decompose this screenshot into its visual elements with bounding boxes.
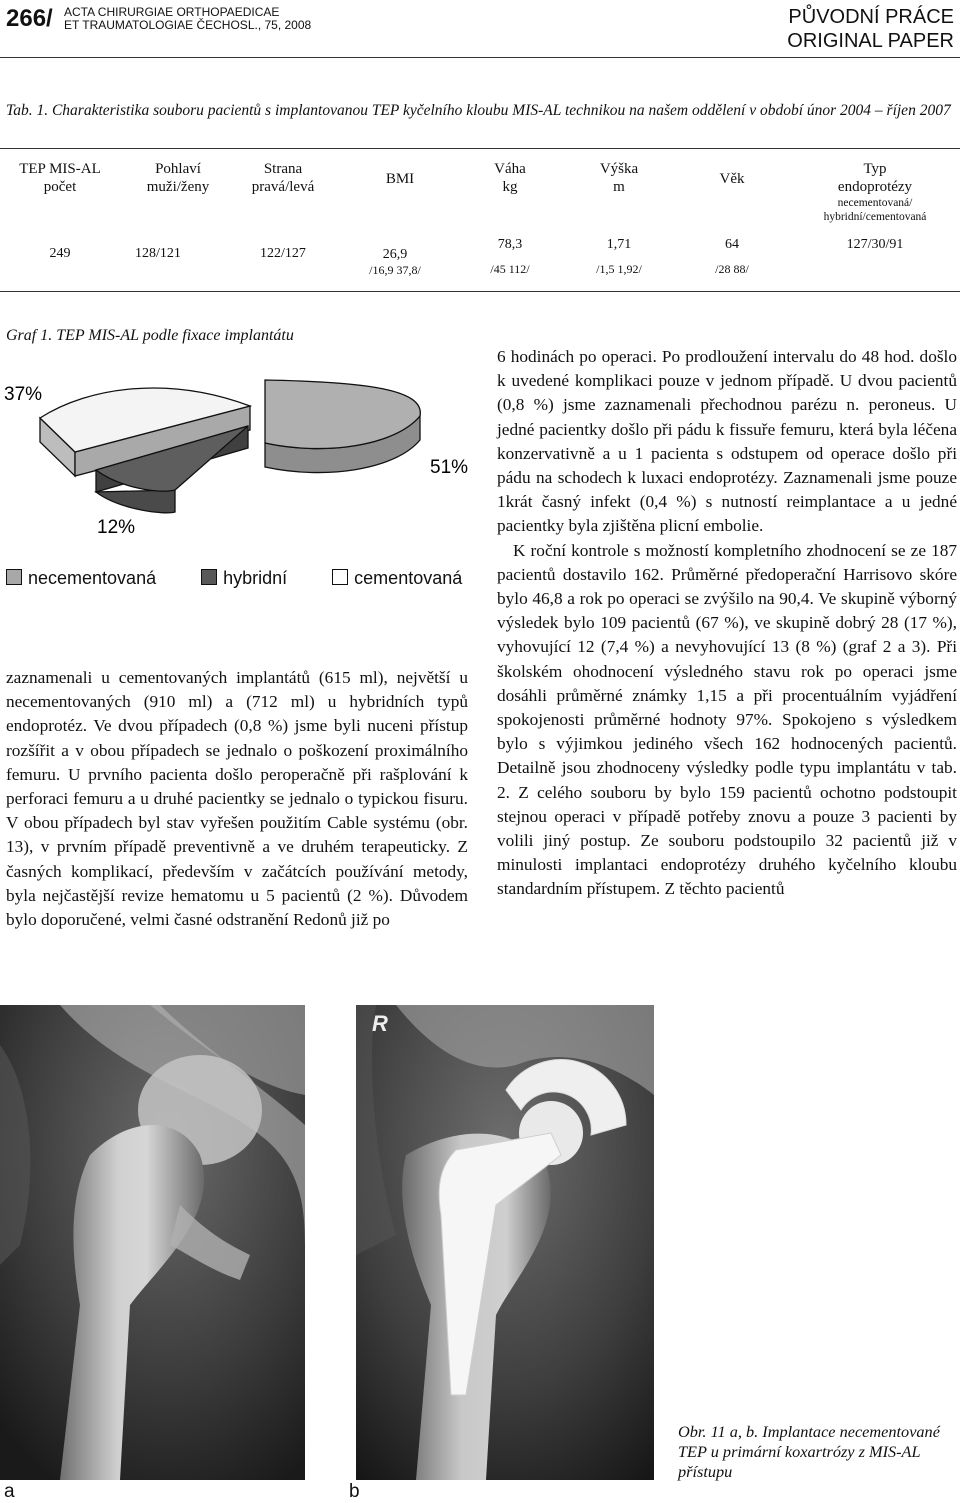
table-cell-type: 127/30/91 [846, 237, 904, 252]
paragraph: zaznamenali u cementovaných implantátů (615 ml), největší u necementovaných (910 ml) a (712 ml) u hybridních typů endoprotéz. Ve dvou případech (0,8 %) jsme byli nuceni přístup rozšířit a v obou případech se jednalo o poškození proximálního femuru. U prvního pacienta došlo peroperačně při rašplování k perforaci femuru a u druhé pacientky se jednalo o typickou fisuru. V obou případech byl stav vyřešen použitím Cable systému (obr. 13), v prvním případě preventivně a ve druhém terapeuticky. Z časných komplikací, především v začátcích používání metody, byla nejčastější revize hematomu u 5 pacientů (2 %). Důvodem bylo doporučené, velmi časné odstranění Redonů již po [6, 668, 468, 930]
pct-label-hybridni: 12% [97, 517, 136, 538]
page-number: 266/ [6, 5, 53, 32]
header-line: pravá/levá [251, 179, 315, 195]
legend-item-hybridni [201, 568, 287, 588]
figure-label-a: a [4, 1481, 15, 1502]
table-header-sex [123, 160, 233, 196]
header-line: Typ [863, 161, 887, 177]
header-line: kg [502, 179, 518, 195]
table-header-weight [455, 160, 565, 196]
header-line: hybridní/cementovaná [823, 211, 927, 223]
legend-swatch [201, 569, 217, 585]
table-header-count [5, 160, 115, 196]
header-line: endoprotézy [837, 179, 913, 195]
cell-range: /16,9 37,8/ [369, 263, 421, 277]
legend-swatch [332, 569, 348, 585]
table-cell-sex: 128/121 [135, 246, 181, 261]
header-line: TEP MIS-AL [19, 161, 101, 177]
legend-label: necementovaná [28, 568, 157, 588]
header-line: počet [43, 179, 77, 195]
paragraph: 6 hodinách po operaci. Po prodloužení intervalu do 48 hod. došlo k uvedené komplikaci pouze v jednom případě. U dvou pacientů (0,8 %) jsme zaznamenali přechodnou parézu n. peroneus. U jedné pacientky došlo při pádu k fissuře femuru, která byla léčena konzervativně a u 1 pacienta s odstupem od operace došlo při pádu na schodech k luxaci endoprotézy. Zaznamenali jsme pouze 1krát časný infekt (0,4 %) s nutností reimplantace a u jedné pacientky byla zjištěna plicní embolie. [497, 347, 957, 536]
section-label-en: ORIGINAL PAPER [787, 30, 954, 52]
header-line: necementovaná/ [837, 197, 913, 209]
header-line: m [613, 179, 625, 195]
body-text-right [497, 345, 957, 902]
table-top-rule [0, 148, 960, 149]
table-cell-bmi [340, 246, 450, 277]
journal-title-line2: ET TRAUMATOLOGIAE ČECHOSL., 75, 2008 [64, 18, 312, 32]
header-line: Pohlaví [155, 161, 201, 177]
figure-label-b: b [349, 1481, 360, 1502]
legend-item-necementovana [6, 568, 156, 588]
pct-label-necementovana: 51% [430, 457, 469, 478]
legend-label: hybridní [223, 568, 288, 588]
cell-value: 64 [725, 237, 739, 252]
journal-title-line1: ACTA CHIRURGIAE ORTHOPAEDICAE [64, 5, 280, 19]
table-cell-side: 122/127 [260, 246, 306, 261]
legend-item-cementovana [332, 568, 462, 588]
pie-chart [0, 360, 480, 560]
header-line: muži/ženy [146, 179, 210, 195]
xray-side-marker: R [372, 1011, 388, 1036]
section-label-cz: PŮVODNÍ PRÁCE [788, 6, 954, 28]
cell-value: 1,71 [606, 237, 632, 252]
cell-range: /28 88/ [715, 262, 749, 276]
paragraph: K roční kontrole s možností kompletního zhodnocení se ze 187 pacientů dostavilo 162. Průměrné předoperační Harrisovo skóre bylo 46,8 a rok po operaci se zvýšilo na 90,4. Ve skupině výborný výsledek bylo 109 pacientů (67 %), ve skupině dobrý 28 (17 %), vyhovující 12 (7,4 %) a nevyhovující 13 (8 %) (graf 2 a 3). Při školském ohodnocení výsledného stavu rok po operaci jsme dosáhli průměrné známky 1,15 a při procentuálním vyjádření spokojenosti průměrné hodnoty 97%. Spokojeno s výsledkem bylo s výjimkou jediného všech 162 hodnocených pacientů. Detailně jsou zhodnoceny výsledky podle typu implantátu v tab. 2. Z celého souboru by bylo 159 pacientů ochotno podstoupit stejnou operaci v případě potřeby znovu a pouze 3 pacienti by volili jiný postup. Ze souboru podstoupilo 32 pacientů již v minulosti implantaci endoprotézy druhého kyčelního kloubu standardním přístupem. Z těchto pacientů [497, 540, 957, 899]
graph-caption: Graf 1. TEP MIS-AL podle fixace implantátu [6, 327, 294, 344]
table-cell-count: 249 [49, 246, 71, 261]
chart-legend [6, 568, 502, 589]
header-line: BMI [385, 171, 415, 187]
table-header-age [677, 170, 787, 188]
xray-image-b [356, 1005, 654, 1480]
cell-range: /1,5 1,92/ [596, 262, 642, 276]
table-cell-weight [455, 236, 565, 276]
xray-image-a [0, 1005, 305, 1480]
header-line: Věk [719, 171, 745, 187]
table-cell-age [677, 236, 787, 276]
table-header-height [564, 160, 674, 196]
cell-value: 78,3 [497, 237, 523, 252]
table-cell-height [564, 236, 674, 276]
pct-label-cementovana: 37% [4, 384, 43, 405]
figure-caption: Obr. 11 a, b. Implantace necementované TEP u primární koxartrózy z MIS-AL přístupu [678, 1422, 940, 1481]
pie-slice-hybridni-side [96, 490, 175, 513]
cell-value: 26,9 [382, 247, 408, 262]
cell-range: /45 112/ [490, 262, 530, 276]
table-header-side [228, 160, 338, 196]
table-bottom-rule [0, 291, 960, 292]
header-line: Váha [494, 161, 526, 177]
legend-swatch [6, 569, 22, 585]
legend-label: cementovaná [354, 568, 463, 588]
header-divider [0, 57, 960, 58]
body-text-left [6, 666, 468, 932]
table-header-bmi [345, 170, 455, 188]
table-header-type [790, 160, 960, 224]
table-caption: Tab. 1. Charakteristika souboru pacientů s implantovanou TEP kyčelního kloubu MIS-AL technikou na našem oddělení v období únor 2004 – říjen 2007 [6, 102, 951, 119]
header-line: Výška [599, 161, 639, 177]
header-line: Strana [263, 161, 303, 177]
